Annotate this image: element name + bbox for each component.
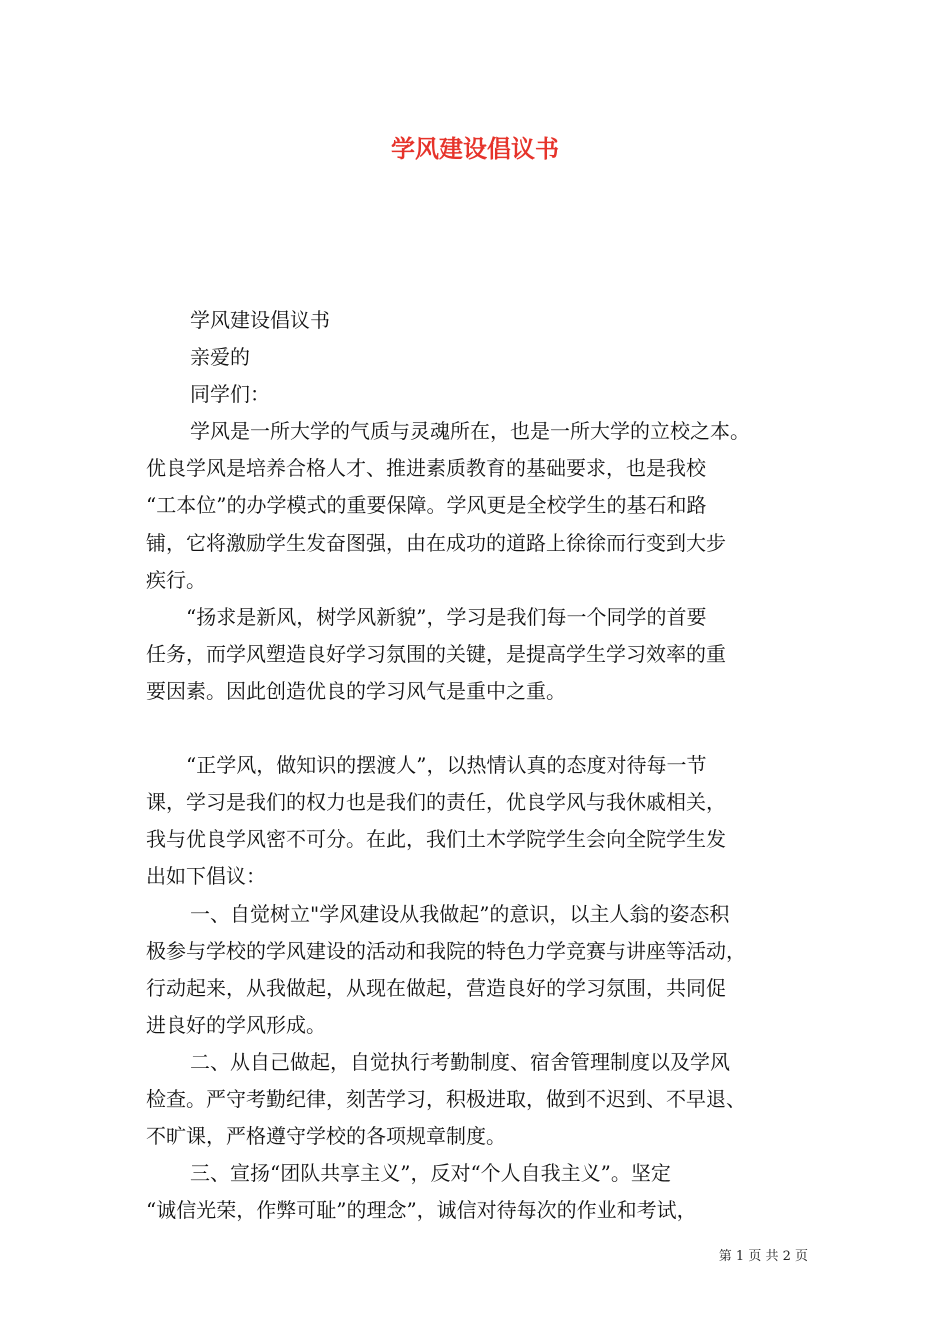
paragraph-spacer [146, 710, 836, 747]
paragraph-line: 不旷课，严格遵守学校的各项规章制度。 [146, 1124, 506, 1149]
paragraph-line: 要因素。因此创造优良的学习风气是重中之重。 [146, 678, 566, 703]
paragraph-line: 优良学风是培养合格人才、推进素质教育的基础要求，也是我校 [146, 456, 706, 481]
paragraph-line: 我与优良学风密不可分。在此，我们土木学院学生会向全院学生发 [146, 827, 726, 852]
paragraph-line: 疾行。 [146, 567, 206, 592]
paragraph-line: 任务，而学风塑造良好学习氛围的关键，是提高学生学习效率的重 [146, 641, 726, 666]
page-footer: 第 1 页 共 2 页 [718, 1249, 808, 1264]
paragraph-line: “正学风，做知识的摆渡人”，以热情认真的态度对待每一节 [186, 753, 707, 778]
salutation-line: 同学们： [190, 382, 270, 407]
paragraph-line: 课，学习是我们的权力也是我们的责任，优良学风与我休戚相关， [146, 790, 726, 815]
paragraph-line: 二、从自己做起，自觉执行考勤制度、宿舍管理制度以及学风 [190, 1049, 730, 1074]
paragraph-line: 出如下倡议： [146, 864, 266, 889]
paragraph-line: 极参与学校的学风建设的活动和我院的特色力学竞赛与讲座等活动， [146, 938, 746, 963]
document-body [146, 302, 836, 1229]
salutation-line: 亲爱的 [190, 345, 250, 370]
paragraph-line: 一、自觉树立"学风建设从我做起”的意识，以主人翁的姿态积 [190, 901, 730, 926]
paragraph-line: 铺，它将激励学生发奋图强，由在成功的道路上徐徐而行变到大步 [146, 530, 726, 555]
paragraph-line: 学风是一所大学的气质与灵魂所在，也是一所大学的立校之本。 [190, 419, 750, 444]
document-title: 学风建设倡议书 [391, 135, 559, 163]
paragraph-line: 行动起来，从我做起，从现在做起，营造良好的学习氛围，共同促 [146, 975, 726, 1000]
paragraph-line: “诚信光荣，作弊可耻”的理念”，诚信对待每次的作业和考试， [146, 1198, 697, 1223]
paragraph-line: 检查。严守考勤纪律，刻苦学习，积极进取，做到不迟到、不早退、 [146, 1086, 746, 1111]
paragraph-line: 三、宣扬“团队共享主义”，反对“个人自我主义”。坚定 [190, 1161, 671, 1186]
paragraph-line: 进良好的学风形成。 [146, 1012, 326, 1037]
salutation-title: 学风建设倡议书 [190, 308, 330, 332]
paragraph-line: “扬求是新风，树学风新貌”，学习是我们每一个同学的首要 [186, 604, 707, 629]
paragraph-line: “工本位”的办学模式的重要保障。学风更是全校学生的基石和路 [146, 493, 707, 518]
